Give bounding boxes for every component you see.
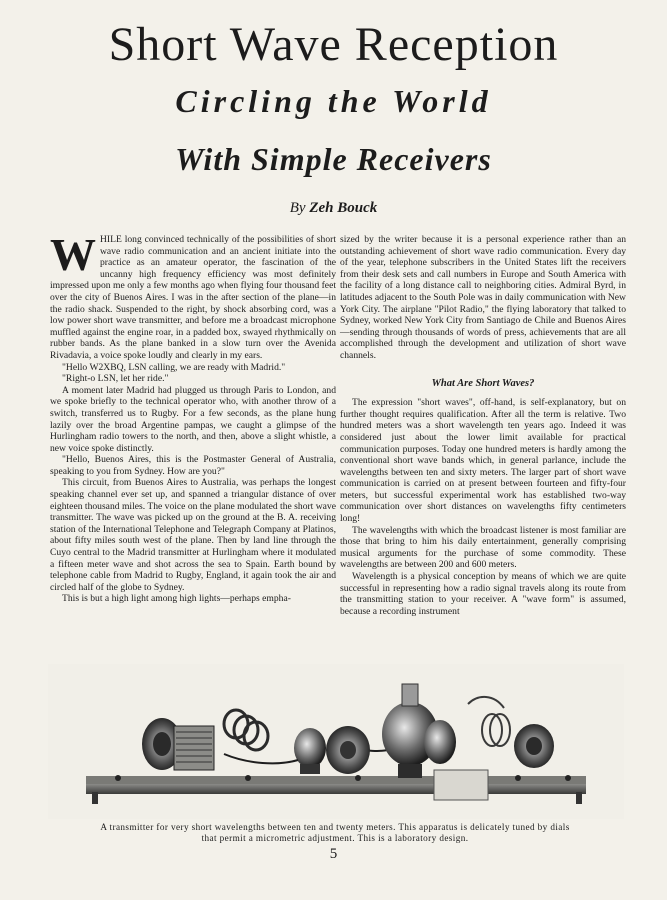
byline-author: Zeh Bouck <box>309 200 378 216</box>
page-number: 5 <box>329 846 338 862</box>
article-title: Short Wave Reception <box>108 18 559 71</box>
paragraph: "Right-o LSN, let her ride." <box>62 373 169 385</box>
paragraph: "Hello, Buenos Aires, this is the Postmaster General of Australia, speaking to you from Sydney. How are you?" <box>50 454 336 477</box>
right-column <box>340 234 626 617</box>
article-subtitle-1: Circling the World <box>175 83 492 119</box>
paragraph: WHILE long convinced technically of the possibilities of short wave radio communication and an ancient initiate into the practice as an amateur operator, the fascination of the uncanny high frequency efficiency was most definitely impressed upon me only a few months ago when flying four thousand feet over the city of Buenos Aires. I was in the after section of the plane—in the radio shack. Suspended to the right, by shock absorbing cord, was a low power short wave transmitter, and before me a broadcast microphone muffled against the engine roar, in a padded box, swayed rhythmically on rubber bands. As the plane banked in a slow turn over the Avenida Rivadavia, a voice spoke loudly and clearly in my ears. <box>50 229 336 361</box>
paragraph: This circuit, from Buenos Aires to Australia, was perhaps the longest speaking channel ever set up, and spanned a triangular distance of over eighteen thousand miles. The voice on the plane modulated the short wave transmitter. The wave was picked up on the ground at the B. A. receiving station of the International Telephone and Telegraph Company at Platinos, about fifty miles south west of the plane. Then by land line through the Cuyo central to the Madrid transmitter at Hurlingham where it modulated a fifteen meter wave and shot across the sea to Spain. Earth bound by telephone cable from Madrid to Rugby, England, it again took the air and circled half of the globe to Sydney. <box>50 477 336 593</box>
left-column <box>50 229 336 605</box>
paragraph: The wavelengths with which the broadcast listener is most familiar are those that bring to him his daily entertainment, generally comprising musical arguments for the purchase of some commodity. These wavelengths are between 200 and 600 meters. <box>340 524 626 571</box>
drop-cap: W <box>50 229 96 280</box>
byline <box>0 200 667 217</box>
paragraph: This is but a high light among high lights—perhaps empha- <box>62 593 291 605</box>
paragraph: The expression "short waves", off-hand, is self-explanatory, but on further thought requires qualification. After all the term is relative. Two hundred meters was a short wavelength ten years ago. Indeed it was considered just about the lower limit available for practical communication purposes. Today one hundred meters is hardly among the conventional short wave bands which, in general parlance, include the wavelengths between ten and sixty meters. The larger part of short wave communication is carried on at present between fourteen and fifty-four meters, but successful experimental work has established two-way communication over short distances on wavelengths fifty centimeters long! <box>340 397 626 525</box>
paragraph: "Hello W2XBQ, LSN calling, we are ready with Madrid." <box>62 361 286 373</box>
paragraph: sized by the writer because it is a personal experience rather than an outstanding achievement of short wave radio communication. Every day of the year, telephone subscribers in the United States lift the receivers from their desk sets and call numbers in Europe and South America with the facility of a long distance call to neighboring cities. Admiral Byrd, in latitudes adjacent to the South Pole was in daily communication with New York City. The airplane "Pilot Radio," the flying laboratory that talked to Sydney, worked New York City from Santiago de Chile and Buenos Aires—sending through thousands of words of press, achievements that are all accomplished through the development and utilization of short wave channels. <box>340 234 626 361</box>
paragraph: Wavelength is a physical conception by means of which we are quite successful in representing how a radio signal travels along its route from the transmitting station to your receiver. A "wave form" is assumed, because a recording instrument <box>340 571 626 617</box>
transmitter-photo <box>48 664 624 819</box>
section-heading: What Are Short Waves? <box>431 377 535 389</box>
paragraph: A moment later Madrid had plugged us through Paris to London, and we spoke briefly to the technical operator who, with another throw of a switch, transferred us to Rugby. For a few seconds, as the plane hung lazily over the broad Argentine pampas, we caught a glimpse of the Hurlingham radio towers to the north, and then, above a slight whistle, a new voice spoke distinctly. <box>50 384 336 454</box>
photo-caption: A transmitter for very short wavelengths between ten and twenty meters. This apparatus is delicately tuned by dials that permit a micrometric adjustment. This is a laboratory design. <box>100 822 570 843</box>
byline-prefix: By <box>289 200 306 216</box>
article-subtitle-2: With Simple Receivers <box>175 141 492 177</box>
